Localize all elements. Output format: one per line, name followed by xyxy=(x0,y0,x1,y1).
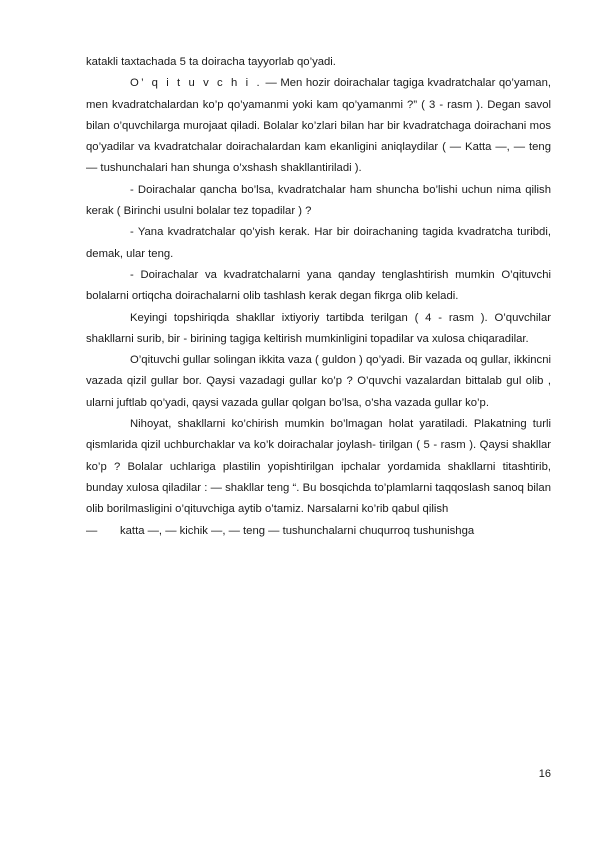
paragraph-1: katakli taxtachada 5 ta doiracha tayyorlab qo’yadi. xyxy=(86,56,336,68)
footnote-dash: ― xyxy=(86,524,98,537)
paragraph-2-text: ― Men hozir doirachalar tagiga kvadratchalar qo’yaman, men kvadratchalardan ko’p qo’yamanmi yoki kam qo’yamanmi ?” ( 3 - rasm ). Degan savol bilan o’quvchilarga murojaat qiladi. Bolalar ko’zlari bilan har bir kvadratchaga doirachani mos qo’yadilar va kvadratchalar doirachalardan kam ekanligini aniqlaydilar ( ― Katta ―, ― teng ― tushunchalari han shunga o’xshash shakllantiriladi ). xyxy=(86,77,551,175)
footnote-item xyxy=(86,521,551,542)
bullet-item-1: - Doirachalar qancha bo’lsa, kvadratchalar ham shuncha bo’lishi uchun nima qilish kerak ( Birinchi usulni bolalar tez topadilar ) ? xyxy=(86,183,551,218)
bullet-item-3: - Doirachalar va kvadratchalarni yana qanday tenglashtirish mumkin O’qituvchi bolalarni ortiqcha doirachalarni olib tashlash kerak degan fikrga olib keladi. xyxy=(86,268,551,303)
teacher-label: O’ q i t u v c h i . xyxy=(130,77,262,90)
footnote-text: katta ―, ― kichik ―, ― teng ― tushunchalarni chuqurroq tushunishga xyxy=(120,524,475,537)
page-number: 16 xyxy=(538,768,551,780)
paragraph-2 xyxy=(86,73,551,179)
bullet-item-2: - Yana kvadratchalar qo’yish kerak. Har bir doirachaning tagida kvadratcha turibdi, demak, ular teng. xyxy=(86,226,551,260)
document-body xyxy=(86,52,551,542)
paragraph-5: Nihoyat, shakllarni ko’chirish mumkin bo’lmagan holat yaratiladi. Plakatning turli qismlarida qizil uchburchaklar va ko’k doirachalar joylash- tirilgan ( 5 - rasm ). Qaysi shakllar ko’p ? Bolalar uchlariga plastilin yopishtirilgan ipchalar yordamida shakllarni titashtirib, bunday xulosa qiladilar : ― shakllar teng “. Bu bosqichda to’plamlarni taqqoslash sanoq bilan olib borilmasligini o’qituvchiga aytib o’tamiz. Narsalarni ko’rib qabul qilish xyxy=(86,418,551,516)
paragraph-4: O’qituvchi gullar solingan ikkita vaza ( guldon ) qo’yadi. Bir vazada oq gullar, ikkincni vazada qizil gullar bor. Qaysi vazadagi gullar ko’p ? O’quvchi vazalardan bittalab gul olib , ularni juftlab qo’yadi, qaysi vazada gullar qolgan bo’lsa, o’sha vazada gullar ko’p. xyxy=(86,354,551,409)
paragraph-3: Keyingi topshiriqda shakllar ixtiyoriy tartibda terilgan ( 4 - rasm ). O’quvchilar shakllarni surib, bir - birining tagiga keltirish mumkinligini topadilar va xulosa chiqaradilar. xyxy=(86,311,551,345)
